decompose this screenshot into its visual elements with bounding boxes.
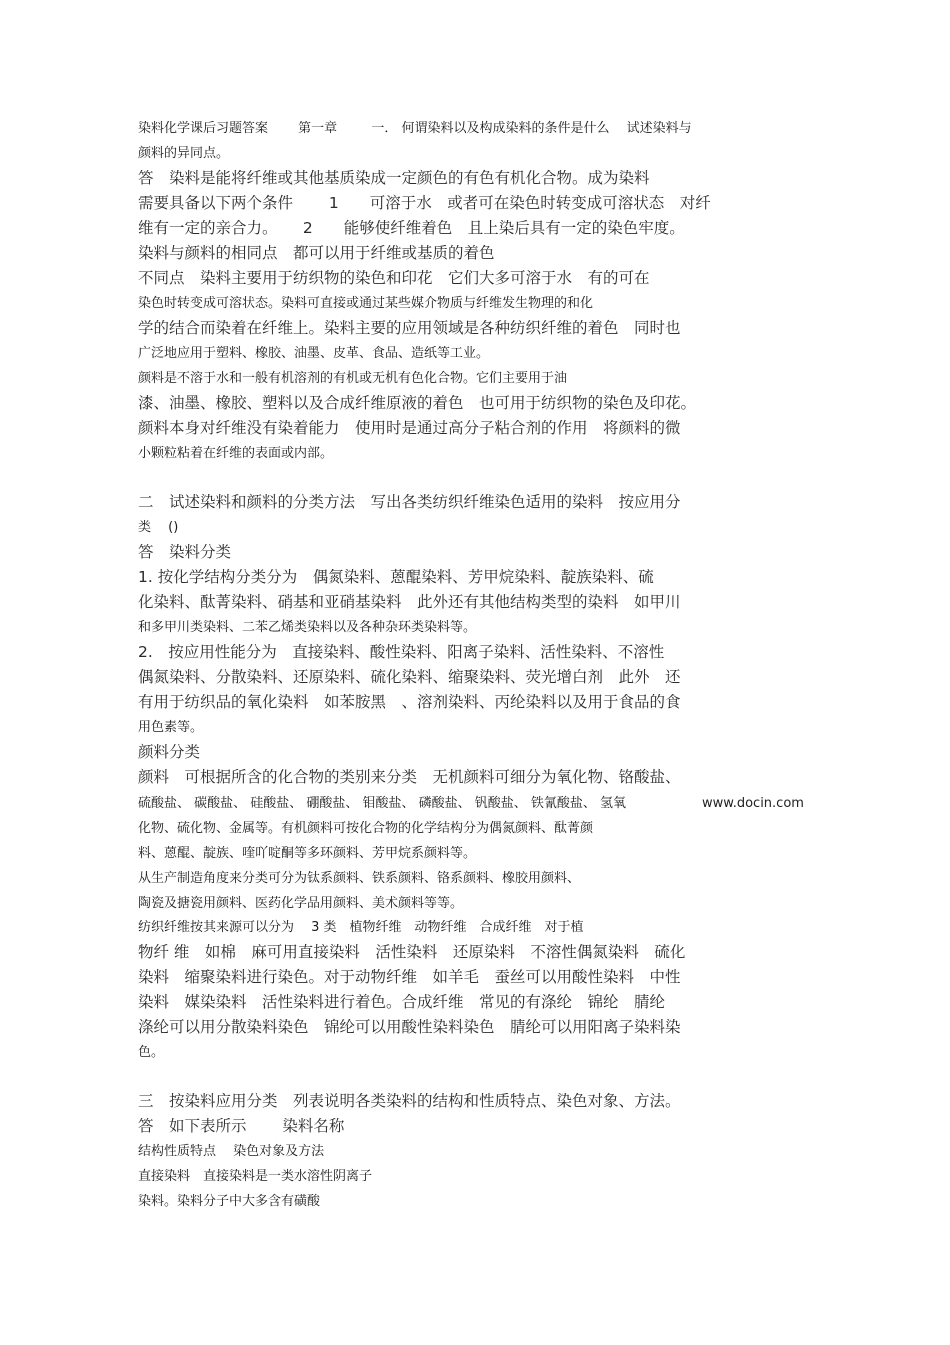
text-line: 纺织纤维按其来源可以分为 3 类 植物纤维 动物纤维 合成纤维 对于植 <box>138 920 584 935</box>
watermark-text: www.docin.com <box>702 796 804 811</box>
text-line: 色。 <box>138 1045 165 1060</box>
text-line: 小颗粒粘着在纤维的表面或内部。 <box>138 446 334 461</box>
text-line: 答 染料分类 <box>138 543 232 561</box>
text-line: 染色时转变成可溶状态。染料可直接或通过某些媒介物质与纤维发生物理的和化 <box>138 296 594 311</box>
text-line: 偶氮染料、分散染料、还原染料、硫化染料、缩聚染料、荧光增白剂 此外 还 <box>138 668 681 686</box>
text-line: 维有一定的亲合力。 2 能够使纤维着色 且上染后具有一定的染色牢度。 <box>138 219 685 237</box>
table-row: 染料。染料分子中大多含有磺酸 <box>138 1194 321 1209</box>
table-header: 结构性质特点 染色对象及方法 <box>138 1144 325 1159</box>
text-line: 答 如下表所示 染料名称 <box>138 1117 345 1135</box>
text-line: 颜料本身对纤维没有染着能力 使用时是通过高分子粘合剂的作用 将颜料的微 <box>138 419 681 437</box>
text-line: 染料化学课后习题答案 第一章 一． 何谓染料以及构成染料的条件是什么 试述染料与 <box>138 121 692 136</box>
text-line: 颜料的异同点。 <box>138 146 230 161</box>
text-line: 广泛地应用于塑料、橡胶、油墨、皮革、食品、造纸等工业。 <box>138 346 490 361</box>
text-line: 染料与颜料的相同点 都可以用于纤维或基质的着色 <box>138 244 495 262</box>
text-line: 用色素等。 <box>138 720 204 735</box>
text-line: 颜料分类 <box>138 743 201 761</box>
text-line: 颜料 可根据所含的化合物的类别来分类 无机颜料可细分为氧化物、铬酸盐、 <box>138 768 681 786</box>
text-line: 化染料、酞菁染料、硝基和亚硝基染料 此外还有其他结构类型的染料 如甲川 <box>138 593 681 611</box>
text-line: 需要具备以下两个条件 1 可溶于水 或者可在染色时转变成可溶状态 对纤 <box>138 194 711 212</box>
text-line: 不同点 染料主要用于纺织物的染色和印花 它们大多可溶于水 有的可在 <box>138 269 650 287</box>
text-line: 2. 按应用性能分为 直接染料、酸性染料、阳离子染料、活性染料、不溶性 <box>138 643 665 661</box>
text-line: 陶瓷及搪瓷用颜料、医药化学品用颜料、美术颜料等等。 <box>138 896 464 911</box>
text-line: 染料 缩聚染料进行染色。对于动物纤维 如羊毛 蚕丝可以用酸性染料 中性 <box>138 968 681 986</box>
text-line: 涤纶可以用分散染料染色 锦纶可以用酸性染料染色 腈纶可以用阳离子染料染 <box>138 1018 681 1036</box>
text-line: 染料 媒染染料 活性染料进行着色。合成纤维 常见的有涤纶 锦纶 腈纶 <box>138 993 666 1011</box>
text-line: 物纤 维 如棉 麻可用直接染料 活性染料 还原染料 不溶性偶氮染料 硫化 <box>138 943 686 961</box>
text-line: 和多甲川类染料、二苯乙烯类染料以及各种杂环类染料等。 <box>138 620 477 635</box>
text-line: 漆、油墨、橡胶、塑料以及合成纤维原液的着色 也可用于纺织物的染色及印花。 <box>138 394 697 412</box>
text-line: 硫酸盐、 碳酸盐、 硅酸盐、 硼酸盐、 钼酸盐、 磷酸盐、 钒酸盐、 铁氰酸盐、 氢氧 <box>138 796 627 811</box>
text-line: 1. 按化学结构分类分为 偶氮染料、蒽醌染料、芳甲烷染料、靛族染料、硫 <box>138 568 654 586</box>
text-line: 料、蒽醌、靛族、喹吖啶酮等多环颜料、芳甲烷系颜料等。 <box>138 846 477 861</box>
text-line: 答 染料是能将纤维或其他基质染成一定颜色的有色有机化合物。成为染料 <box>138 169 650 187</box>
text-line: 从生产制造角度来分类可分为钛系颜料、铁系颜料、铬系颜料、橡胶用颜料、 <box>138 871 581 886</box>
text-line: 化物、硫化物、金属等。有机颜料可按化合物的化学结构分为偶氮颜料、酞菁颜 <box>138 821 594 836</box>
text-line: 有用于纺织品的氧化染料 如苯胺黑 、溶剂染料、丙纶染料以及用于食品的食 <box>138 693 681 711</box>
text-line: 颜料是不溶于水和一般有机溶剂的有机或无机有色化合物。它们主要用于油 <box>138 371 568 386</box>
text-line: 学的结合而染着在纤维上。染料主要的应用领域是各种纺织纤维的着色 同时也 <box>138 319 681 337</box>
section-heading: 二 试述染料和颜料的分类方法 写出各类纺织纤维染色适用的染料 按应用分 <box>138 493 681 511</box>
table-row: 直接染料 直接染料是一类水溶性阴离子 <box>138 1169 373 1184</box>
text-line: 类 () <box>138 520 179 535</box>
section-heading: 三 按染料应用分类 列表说明各类染料的结构和性质特点、染色对象、方法。 <box>138 1092 681 1110</box>
